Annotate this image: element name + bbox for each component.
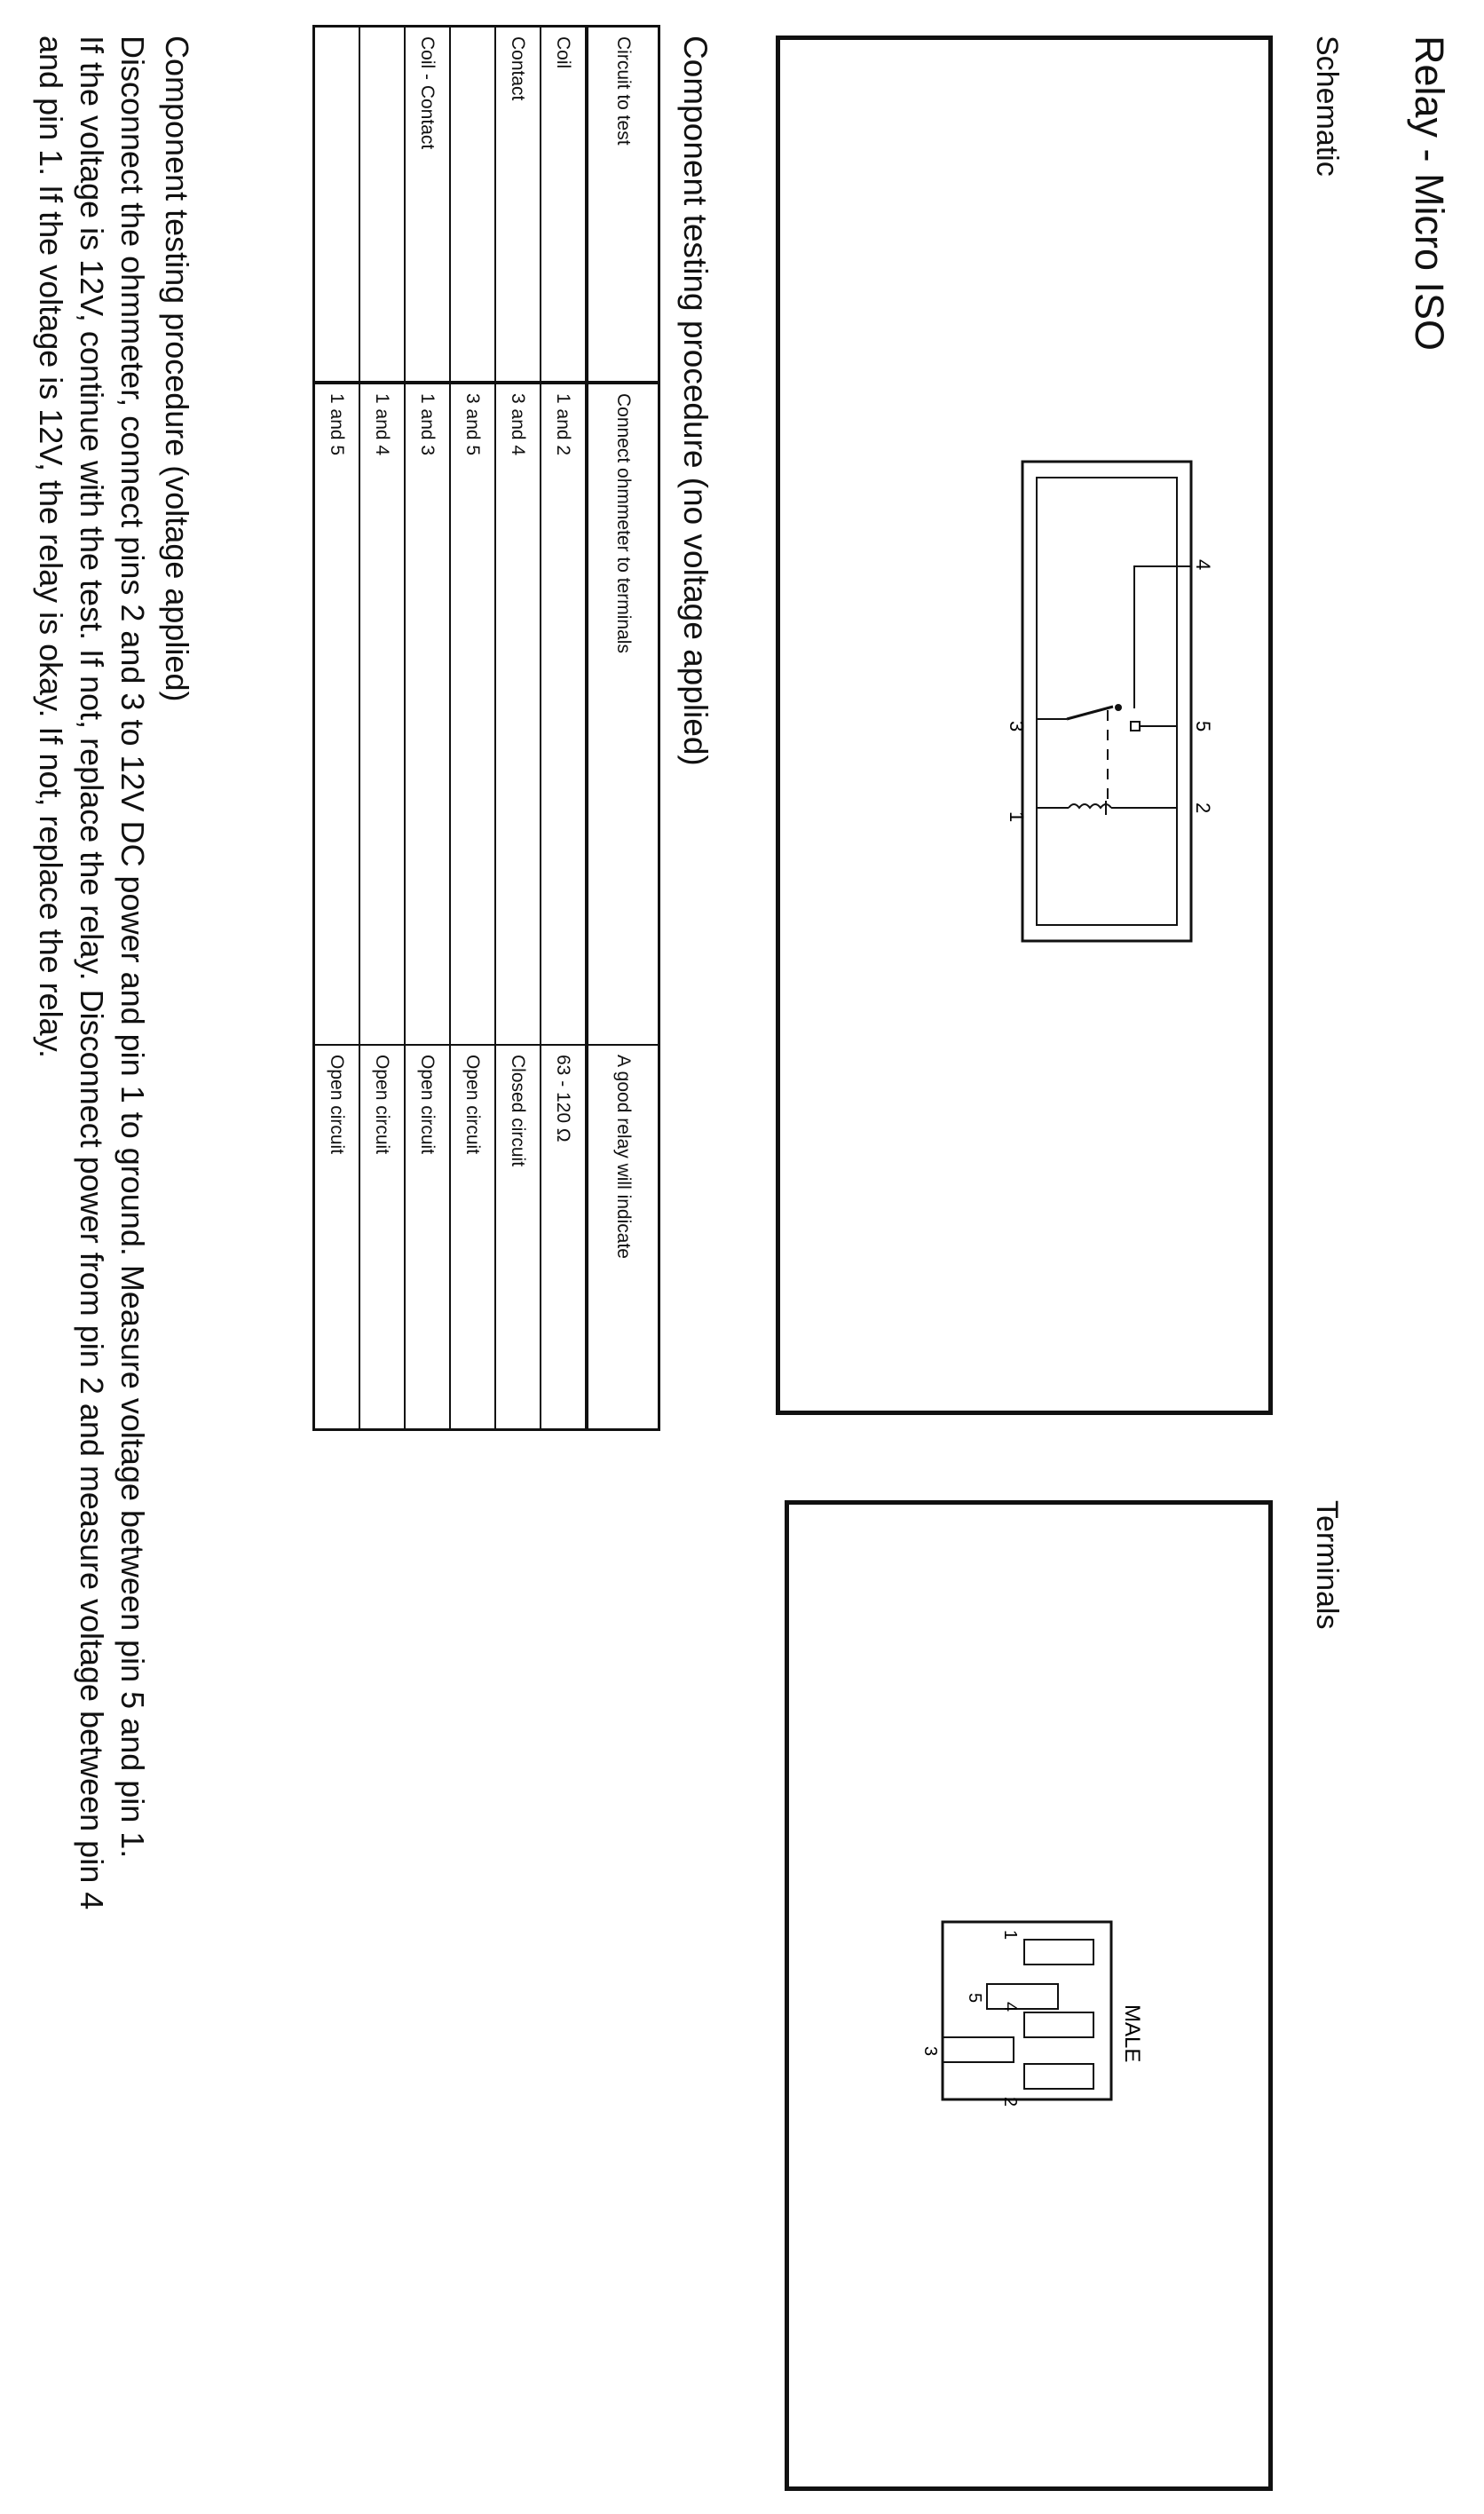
page-title: Relay - Micro ISO bbox=[1407, 36, 1452, 352]
table-row bbox=[405, 27, 450, 1430]
terminal-pin-4 bbox=[1024, 2012, 1093, 2037]
relay-schematic-diagram bbox=[1005, 453, 1218, 950]
terminal-connector-diagram bbox=[898, 1909, 1147, 2139]
connector-type-label: MALE bbox=[1120, 2004, 1144, 2063]
table-row bbox=[541, 27, 587, 1430]
cell-circuit bbox=[314, 27, 360, 383]
cell-result: Open circuit bbox=[359, 1045, 405, 1430]
cell-terminals: 1 and 4 bbox=[359, 383, 405, 1045]
terminal-pin-1 bbox=[1024, 1940, 1093, 1965]
terminal-pin-5 bbox=[987, 1984, 1058, 2009]
pin-4-wire bbox=[1134, 566, 1177, 708]
table-row bbox=[359, 27, 405, 1430]
voltage-test-line-1: Disconnect the ohmmeter, connect pins 2 and 3 to 12V DC power and pin 1 to ground. Measure voltage between pin 5 and pin 1. bbox=[114, 36, 151, 1859]
cell-circuit: Coil bbox=[541, 27, 587, 383]
cell-terminals: 3 and 4 bbox=[495, 383, 541, 1045]
terminal-pin-2 bbox=[1024, 2064, 1093, 2089]
terminal-label-1: 1 bbox=[1000, 1930, 1020, 1941]
cell-terminals: 1 and 3 bbox=[405, 383, 450, 1045]
cell-circuit bbox=[450, 27, 495, 383]
terminal-label-5: 5 bbox=[965, 1993, 984, 2004]
schematic-outer-frame bbox=[1022, 462, 1191, 941]
cell-terminals: 1 and 5 bbox=[314, 383, 360, 1045]
header-terminals: Connect ohmmeter to terminals bbox=[587, 383, 659, 1045]
cell-terminals: 3 and 5 bbox=[450, 383, 495, 1045]
relay-coil bbox=[1069, 804, 1111, 808]
no-voltage-test-title: Component testing procedure (no voltage applied) bbox=[677, 36, 714, 766]
voltage-test-title: Component testing procedure (voltage applied) bbox=[159, 36, 195, 702]
cell-circuit bbox=[359, 27, 405, 383]
relay-contact-arm bbox=[1067, 707, 1113, 719]
schematic-pin-4: 4 bbox=[1192, 559, 1214, 571]
table-header-row bbox=[587, 27, 659, 1430]
connector-housing bbox=[943, 1922, 1111, 2099]
cell-terminals: 1 and 2 bbox=[541, 383, 587, 1045]
cell-circuit: Coil - Contact bbox=[405, 27, 450, 383]
table-row bbox=[314, 27, 360, 1430]
schematic-pin-3: 3 bbox=[1006, 721, 1028, 732]
header-circuit: Circuit to test bbox=[587, 27, 659, 383]
schematic-pin-2: 2 bbox=[1192, 802, 1214, 814]
schematic-pin-1: 1 bbox=[1006, 811, 1028, 823]
cell-result: Open circuit bbox=[405, 1045, 450, 1430]
table-row bbox=[495, 27, 541, 1430]
cell-result: Open circuit bbox=[314, 1045, 360, 1430]
voltage-test-line-3: and pin 1. If the voltage is 12V, the relay is okay. If not, replace the relay. bbox=[33, 36, 69, 1059]
contact-pivot bbox=[1115, 704, 1122, 711]
cell-circuit: Contact bbox=[495, 27, 541, 383]
schematic-label: Schematic bbox=[1310, 36, 1344, 177]
header-result: A good relay will indicate bbox=[587, 1045, 659, 1430]
terminal-label-2: 2 bbox=[1000, 2097, 1020, 2107]
terminal-label-3: 3 bbox=[920, 2046, 940, 2057]
cell-result: Closed circuit bbox=[495, 1045, 541, 1430]
table-row bbox=[450, 27, 495, 1430]
contact-nc-terminal bbox=[1131, 722, 1140, 731]
schematic-inner-frame bbox=[1037, 478, 1177, 925]
schematic-pin-5: 5 bbox=[1192, 721, 1214, 732]
ohmmeter-test-table bbox=[312, 25, 660, 1431]
terminal-label-4: 4 bbox=[1000, 2002, 1020, 2012]
cell-result: Open circuit bbox=[450, 1045, 495, 1430]
voltage-test-line-2: If the voltage is 12V, continue with the test. If not, replace the relay. Disconnect power from pin 2 and measure voltage between pin 4 bbox=[74, 36, 110, 1910]
terminal-pin-3 bbox=[943, 2037, 1014, 2062]
terminals-label: Terminals bbox=[1310, 1500, 1344, 1630]
cell-result: 63 - 120 Ω bbox=[541, 1045, 587, 1430]
